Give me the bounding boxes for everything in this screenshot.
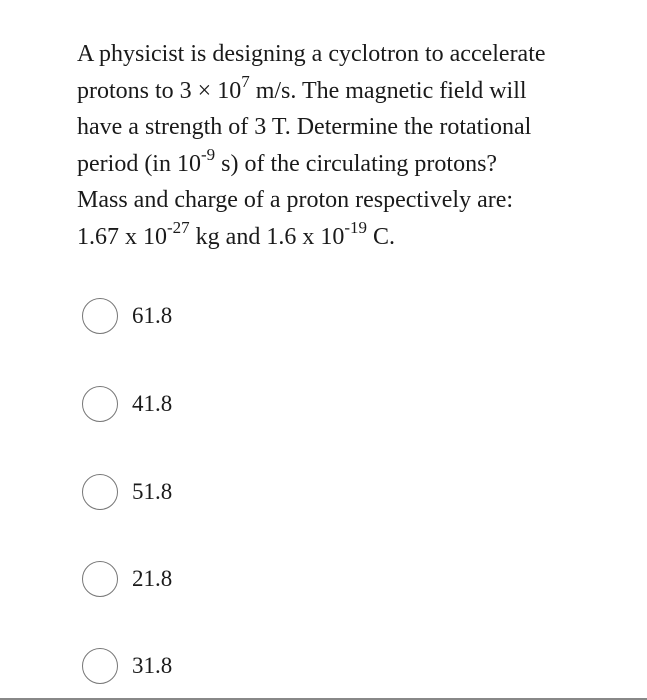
question-line-4-part-a: period (in 10 (77, 150, 201, 177)
radio-button-icon[interactable] (82, 298, 118, 334)
answer-option-label[interactable]: 61.8 (132, 303, 173, 328)
question-line-6-part-a: 1.67 x 10 (77, 223, 167, 250)
question-line-5: Mass and charge of a proton respectively are: (77, 187, 514, 213)
radio-button-icon[interactable] (82, 474, 118, 510)
answer-option-5[interactable] (82, 646, 172, 686)
question-line-2 (77, 73, 622, 110)
question-line-4 (77, 146, 622, 183)
question-line-2-part-b: m/s. The magnetic field will (249, 77, 527, 104)
radio-button-icon[interactable] (82, 648, 118, 684)
question-line-2-part-a: protons to 3 × 10 (77, 77, 242, 104)
question-line-4-part-b: s) of the circulating protons? (215, 150, 498, 177)
answer-option-label[interactable]: 31.8 (132, 653, 173, 678)
answer-option-label[interactable]: 51.8 (132, 479, 173, 504)
exponent-minus-19: -19 (344, 217, 367, 237)
answer-option-3[interactable] (82, 472, 172, 512)
question-line-6-part-c: C. (367, 223, 396, 250)
question-text (77, 36, 622, 255)
question-line-6-part-b: kg and 1.6 x 10 (189, 223, 345, 250)
answer-option-2[interactable] (82, 384, 172, 424)
answer-option-label[interactable]: 41.8 (132, 391, 173, 416)
answer-option-label[interactable]: 21.8 (132, 566, 173, 591)
exponent-minus-9: -9 (200, 144, 216, 164)
exponent-minus-27: -27 (167, 217, 190, 237)
question-line-6 (77, 219, 622, 256)
answer-option-1[interactable] (82, 296, 172, 336)
answer-option-4[interactable] (82, 559, 172, 599)
question-line-1: A physicist is designing a cyclotron to accelerate (77, 41, 546, 67)
radio-button-icon[interactable] (82, 386, 118, 422)
exponent-7: 7 (241, 71, 250, 91)
radio-button-icon[interactable] (82, 561, 118, 597)
question-line-3: have a strength of 3 T. Determine the rotational (77, 114, 532, 140)
